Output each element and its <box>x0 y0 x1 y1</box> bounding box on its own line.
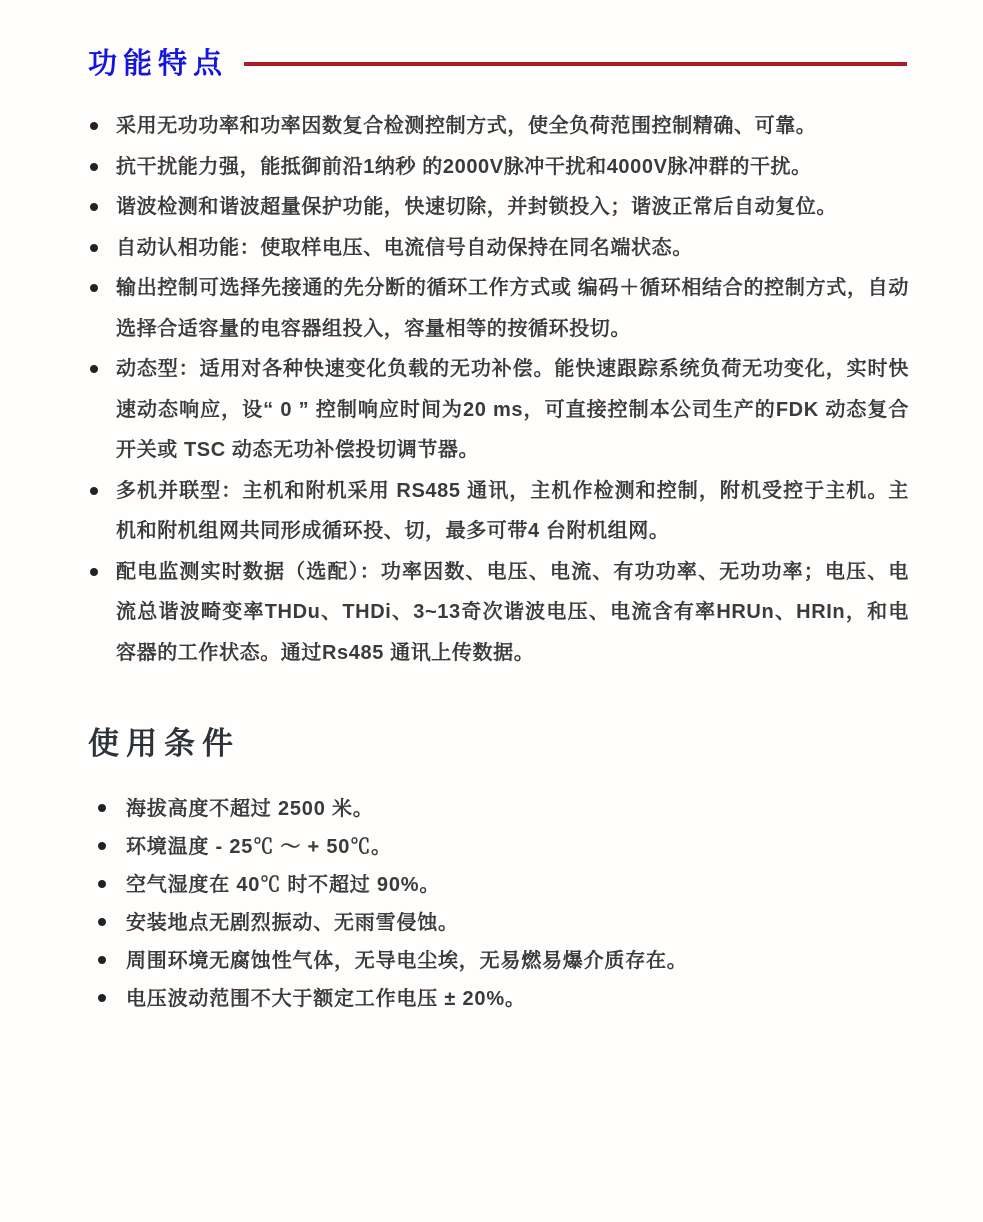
condition-text: 空气湿度在 40℃ 时不超过 90%。 <box>126 874 441 897</box>
feature-text: 动态型：适用对各种快速变化负载的无功补偿。能快速跟踪系统负荷无功变化，实时快速动态响应，设“ 0 ” 控制响应时间为20 ms，可直接控制本公司生产的FDK 动态复合开关或 TSC 动态无功补偿投切调节器。 <box>116 358 909 461</box>
bullet-dot-icon <box>90 163 98 171</box>
features-list <box>88 106 909 673</box>
bullet-dot-icon <box>98 918 106 926</box>
condition-text: 环境温度 - 25℃ ～ + 50℃。 <box>126 836 392 859</box>
feature-text: 自动认相功能：使取样电压、电流信号自动保持在同名端状态。 <box>116 236 693 259</box>
condition-item <box>96 942 909 980</box>
feature-item <box>88 187 909 228</box>
bullet-dot-icon <box>90 244 98 252</box>
bullet-dot-icon <box>90 487 98 495</box>
condition-item <box>96 904 909 942</box>
bullet-dot-icon <box>90 122 98 130</box>
feature-item <box>88 147 909 188</box>
condition-text: 海拔高度不超过 2500 米。 <box>126 798 374 821</box>
feature-text: 配电监测实时数据（选配）：功率因数、电压、电流、有功功率、无功功率；电压、电流总谐波畸变率THDu、THDi、3~13奇次谐波电压、电流含有率HRUn、HRIn，和电容器的工作状态。通过Rs485 通讯上传数据。 <box>116 560 909 664</box>
condition-text: 安装地点无剧烈振动、无雨雪侵蚀。 <box>126 912 459 935</box>
feature-item <box>88 552 909 674</box>
bullet-dot-icon <box>98 994 106 1002</box>
bullet-dot-icon <box>90 568 98 576</box>
section-title-features: 功能特点 <box>88 47 229 80</box>
bullet-dot-icon <box>90 365 98 373</box>
bullet-dot-icon <box>98 804 106 812</box>
condition-item <box>96 828 909 866</box>
feature-text: 抗干扰能力强，能抵御前沿1纳秒 的2000V脉冲干扰和4000V脉冲群的干扰。 <box>116 155 812 178</box>
condition-item <box>96 980 909 1018</box>
bullet-dot-icon <box>98 842 106 850</box>
bullet-dot-icon <box>98 880 106 888</box>
title-rule-line <box>244 62 907 66</box>
section-title-conditions: 使用条件 <box>88 726 240 761</box>
bullet-dot-icon <box>90 203 98 211</box>
feature-item <box>88 268 909 349</box>
condition-text: 周围环境无腐蚀性气体，无导电尘埃，无易燃易爆介质存在。 <box>126 950 688 973</box>
bullet-dot-icon <box>98 956 106 964</box>
feature-text: 采用无功功率和功率因数复合检测控制方式，使全负荷范围控制精确、可靠。 <box>116 115 817 137</box>
feature-item <box>88 228 909 269</box>
condition-text: 电压波动范围不大于额定工作电压 ± 20%。 <box>126 988 526 1011</box>
feature-item <box>88 471 909 552</box>
feature-text: 谐波检测和谐波超量保护功能，快速切除，并封锁投入；谐波正常后自动复位。 <box>116 196 837 218</box>
feature-item <box>88 349 909 471</box>
bullet-dot-icon <box>90 284 98 292</box>
conditions-list <box>88 790 909 1018</box>
feature-item <box>88 106 909 147</box>
feature-text: 输出控制可选择先接通的先分断的循环工作方式或 编码＋循环相结合的控制方式，自动选择合适容量的电容器组投入，容量相等的按循环投切。 <box>116 277 909 340</box>
features-section-header <box>88 44 909 84</box>
feature-text: 多机并联型：主机和附机采用 RS485 通讯，主机作检测和控制，附机受控于主机。主机和附机组网共同形成循环投、切，最多可带4 台附机组网。 <box>116 479 909 542</box>
condition-item <box>96 866 909 904</box>
condition-item <box>96 790 909 828</box>
